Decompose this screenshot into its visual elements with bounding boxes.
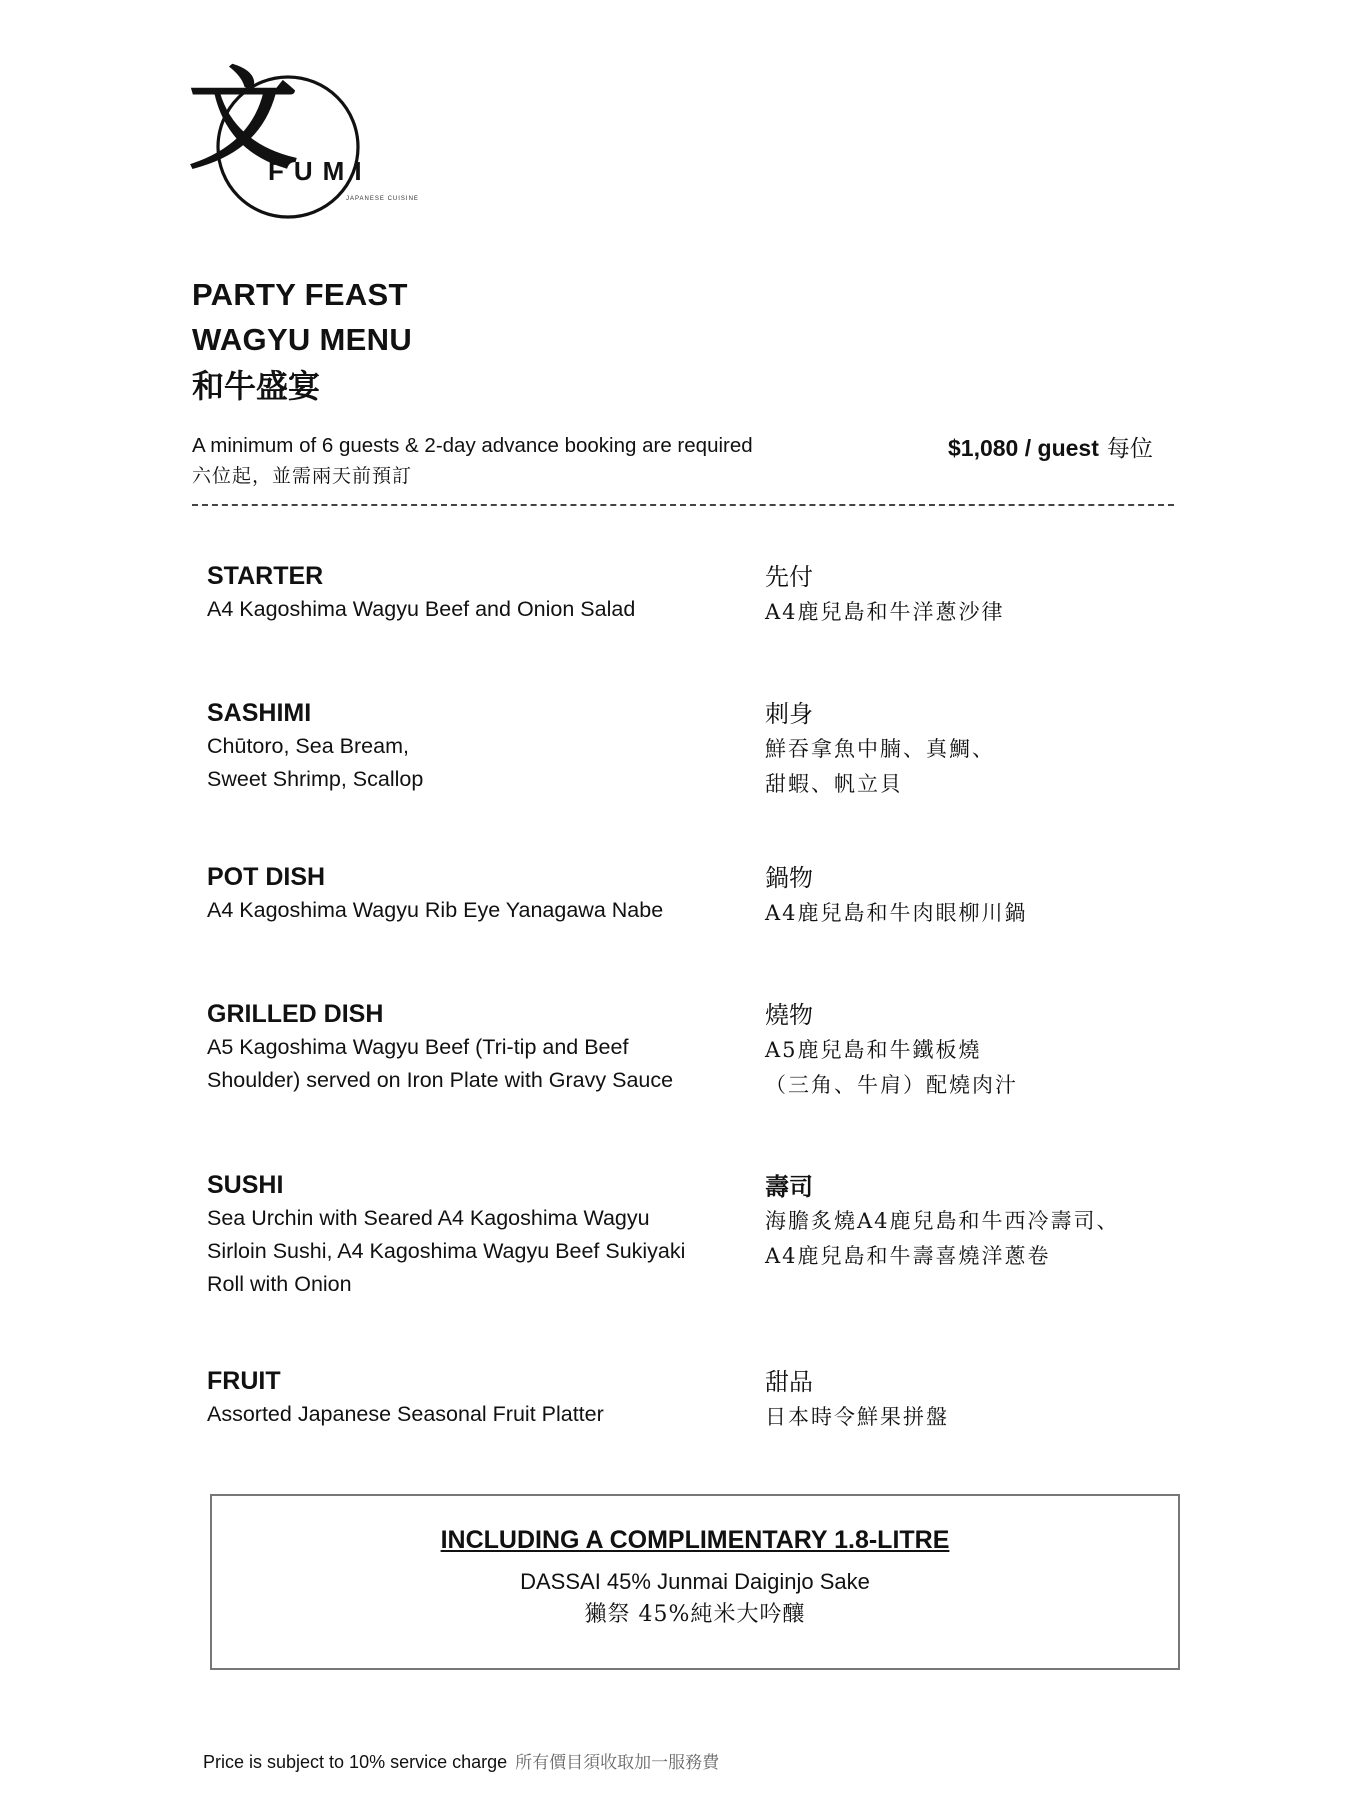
course-title: STARTER: [207, 562, 324, 590]
dashed-divider: [192, 504, 1174, 506]
brand-tagline: JAPANESE CUISINE: [346, 196, 418, 202]
course-desc-zh-line: A4鹿兒島和牛肉眼柳川鍋: [765, 901, 1028, 925]
course-desc-zh-line: 海膽炙燒A4鹿兒島和牛西冷壽司、: [765, 1209, 1120, 1233]
course-title-zh: 甜品: [765, 1368, 813, 1396]
fumi-logo: [188, 40, 418, 225]
footer-en: Price is subject to 10% service charge: [203, 1752, 508, 1772]
complimentary-title: INCLUDING A COMPLIMENTARY 1.8-LITRE: [440, 1526, 950, 1554]
title-zh: 和牛盛宴: [192, 367, 321, 405]
requirements-zh: 六位起，並需兩天前預訂: [192, 465, 413, 487]
requirements-en: A minimum of 6 guests & 2-day advance booking are required: [192, 434, 753, 457]
price-en: $1,080 / guest: [948, 435, 1099, 461]
course-desc-line: Sirloin Sushi, A4 Kagoshima Wagyu Beef Sukiyaki: [207, 1239, 686, 1263]
course-title-zh: 鍋物: [765, 864, 813, 892]
course-title: POT DISH: [207, 863, 326, 891]
price-per-guest: [948, 430, 1153, 463]
course-desc-line: Chūtoro, Sea Bream,: [207, 734, 409, 758]
course-desc-zh-line: A5鹿兒島和牛鐵板燒: [765, 1038, 982, 1062]
complimentary-item-en: DASSAI 45% Junmai Daiginjo Sake: [520, 1569, 870, 1594]
course-title: SUSHI: [207, 1171, 284, 1199]
course-title: SASHIMI: [207, 699, 312, 727]
course-desc-zh-line: 鮮吞拿魚中腩、真鯛、: [765, 737, 995, 761]
brand-name: FUMI: [268, 156, 372, 186]
course-title-zh: 壽司: [765, 1172, 813, 1201]
course-title-zh: 刺身: [765, 700, 813, 728]
footer-zh: 所有價目須收取加一服務費: [515, 1753, 720, 1772]
title-line-1: PARTY FEAST: [192, 277, 408, 312]
course-desc-line: A4 Kagoshima Wagyu Beef and Onion Salad: [207, 597, 636, 621]
course-title: GRILLED DISH: [207, 1000, 384, 1028]
course-title-zh: 先付: [765, 563, 813, 591]
course-desc-line: Sweet Shrimp, Scallop: [207, 767, 424, 791]
course-desc-zh-line: A4鹿兒島和牛洋蔥沙律: [765, 600, 1005, 624]
course-desc-line: Shoulder) served on Iron Plate with Gravy Sauce: [207, 1068, 674, 1092]
course-desc-zh-line: 甜蝦、帆立貝: [765, 772, 903, 796]
kanji-mark: 文: [188, 55, 298, 184]
price-zh: 每位: [1106, 436, 1153, 462]
course-desc-zh-line: （三角、牛肩）配燒肉汁: [765, 1073, 1018, 1097]
title-line-2: WAGYU MENU: [192, 322, 412, 357]
course-desc-line: A4 Kagoshima Wagyu Rib Eye Yanagawa Nabe: [207, 898, 664, 922]
course-desc-zh-line: A4鹿兒島和牛壽喜燒洋蔥卷: [765, 1244, 1051, 1268]
course-desc-line: A5 Kagoshima Wagyu Beef (Tri-tip and Beef: [207, 1035, 629, 1059]
complimentary-sake-box: [210, 1494, 1180, 1670]
booking-requirements: [192, 431, 753, 491]
course-desc-line: Assorted Japanese Seasonal Fruit Platter: [207, 1402, 604, 1426]
menu-title: [192, 272, 412, 410]
complimentary-item-zh: 獺祭 45%純米大吟釀: [584, 1602, 806, 1627]
course-desc-zh-line: 日本時令鮮果拼盤: [765, 1405, 949, 1429]
course-title-zh: 燒物: [765, 1001, 813, 1029]
course-desc-line: Roll with Onion: [207, 1272, 352, 1296]
course-desc-line: Sea Urchin with Seared A4 Kagoshima Wagyu: [207, 1206, 650, 1230]
service-charge-note: [203, 1748, 719, 1773]
course-title: FRUIT: [207, 1367, 281, 1395]
